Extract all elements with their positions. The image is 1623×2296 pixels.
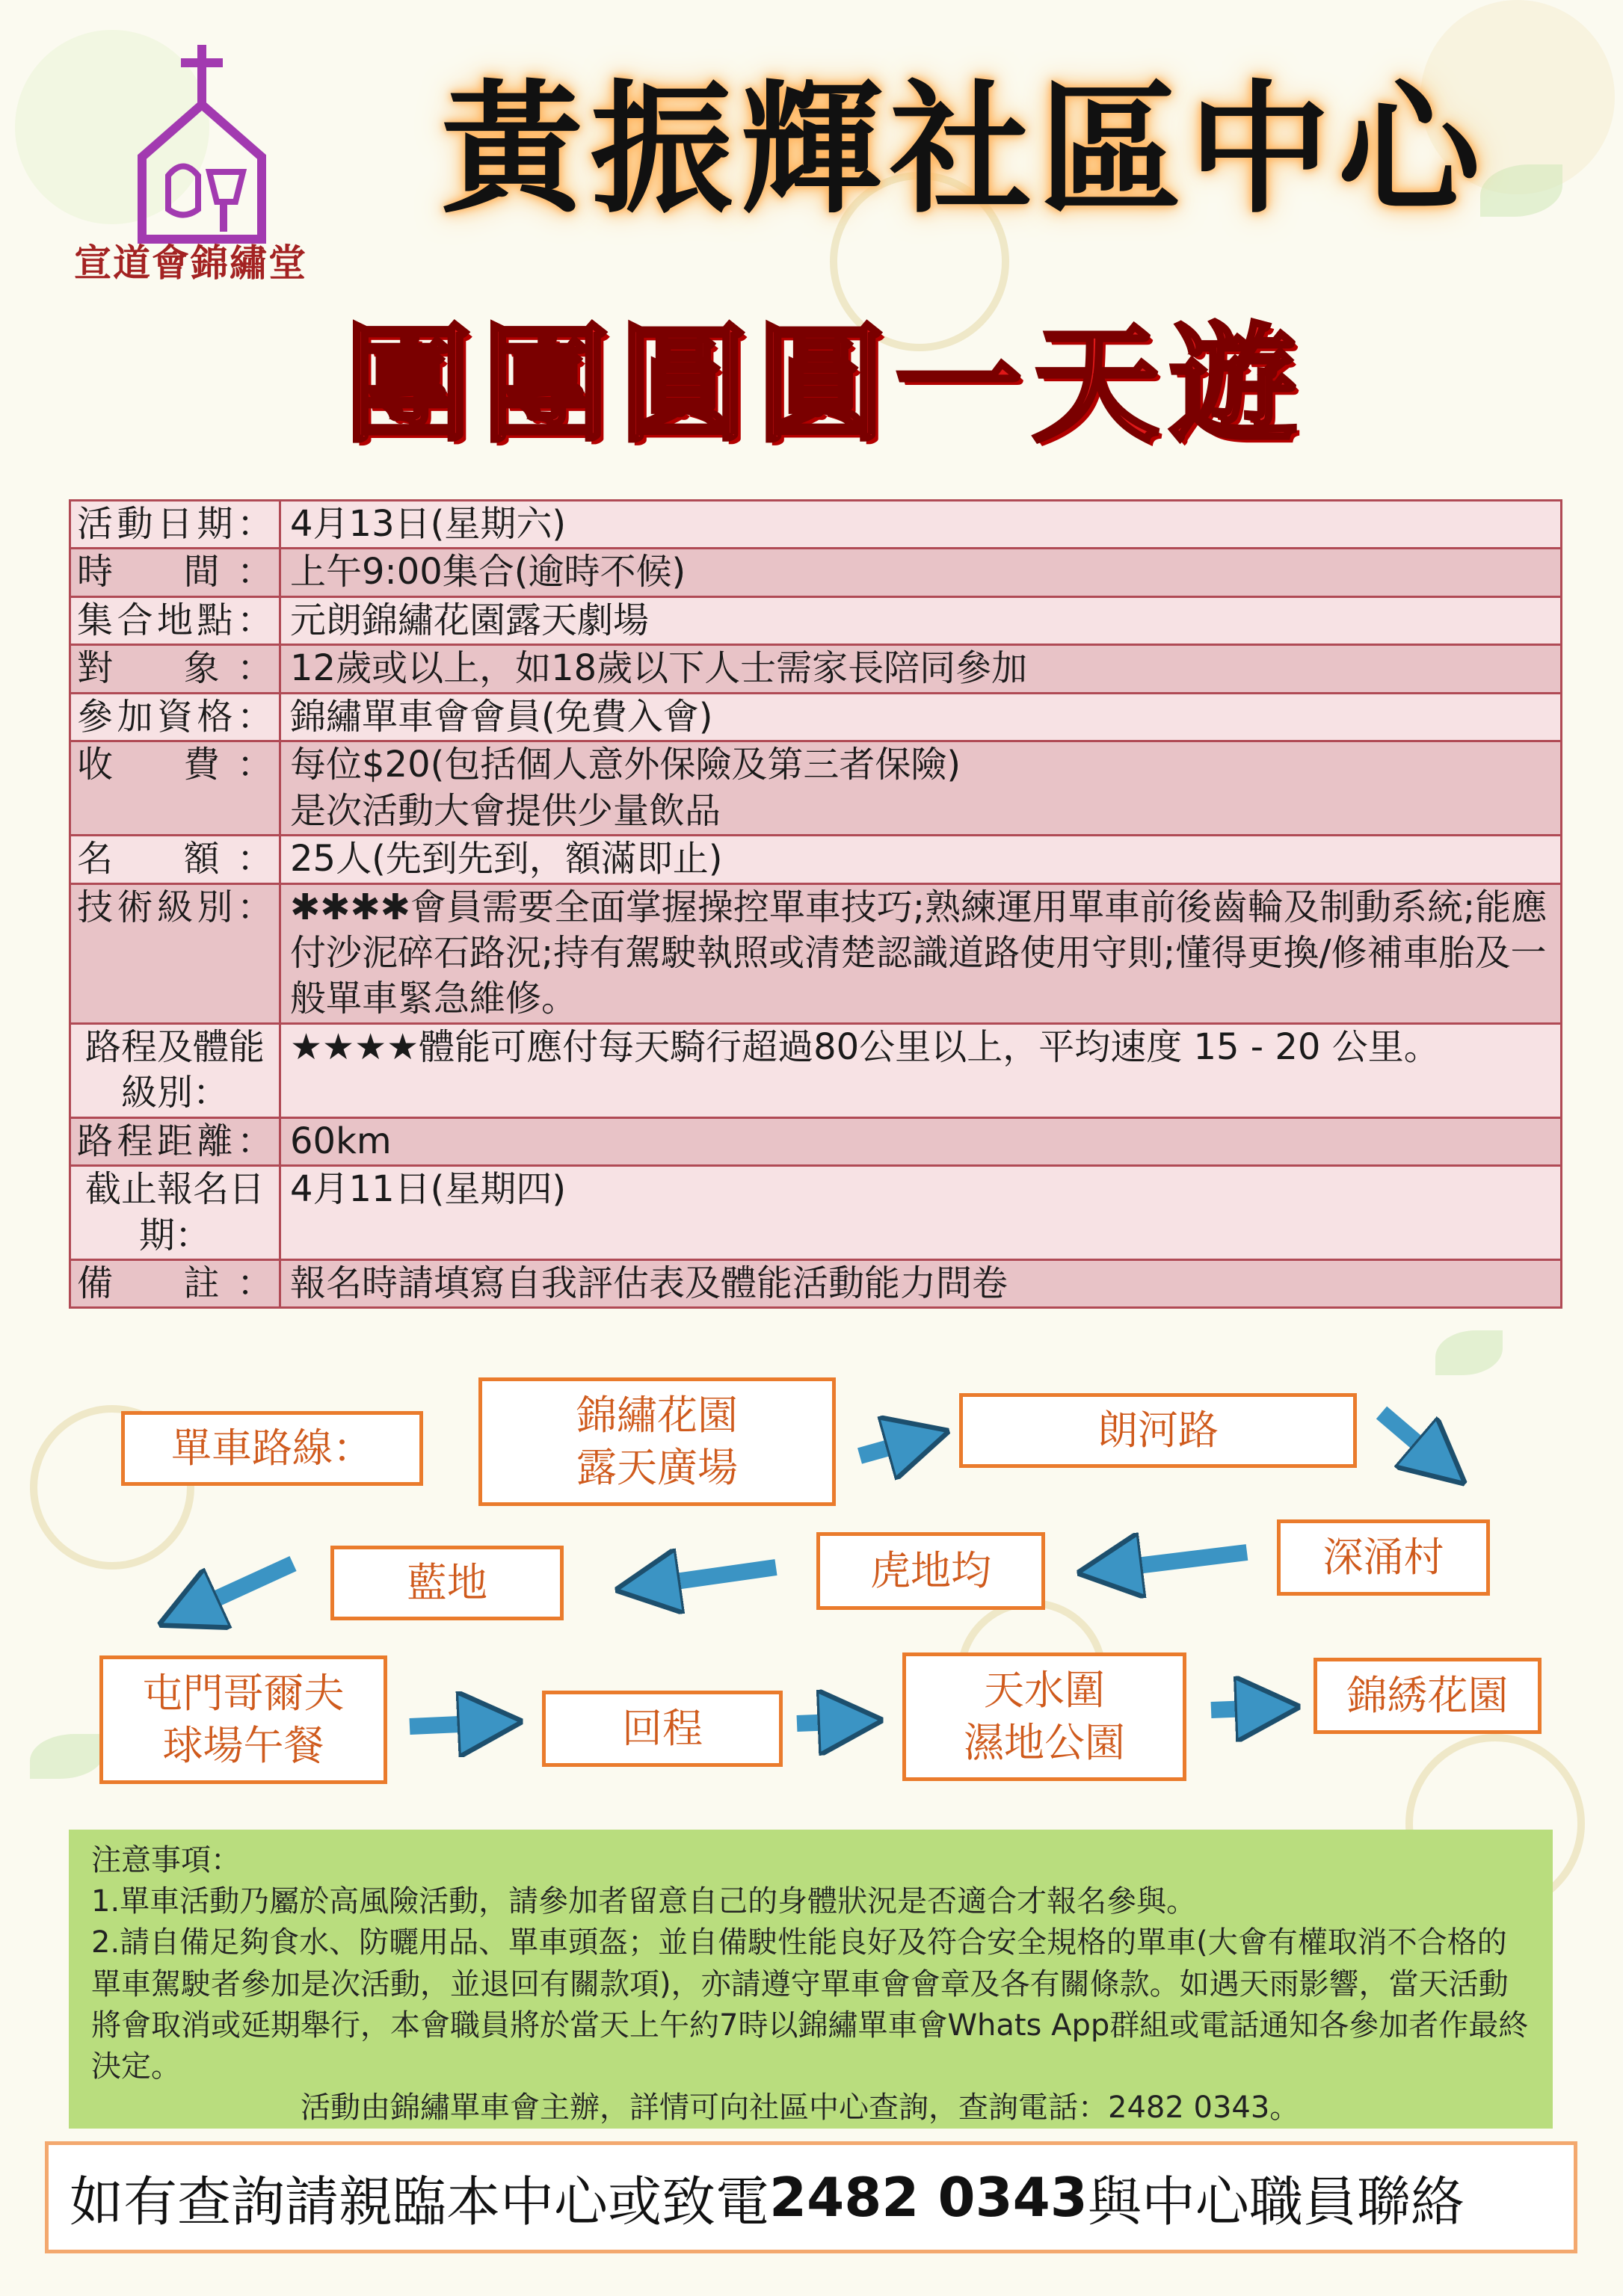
notes-heading: 注意事項： <box>91 1843 241 1877</box>
row-value: 報名時請填寫自我評估表及體能活動能力問卷 <box>280 1260 1562 1308</box>
route-stop: 藍地 <box>330 1546 564 1620</box>
row-value: 60km <box>280 1117 1562 1165</box>
contact-banner <box>45 2141 1577 2253</box>
contact-phone: 2482 0343 <box>769 2166 1088 2229</box>
notes-panel <box>69 1830 1553 2129</box>
route-stop: 天水圍 濕地公園 <box>902 1652 1186 1781</box>
row-label: 時 間： <box>70 549 280 596</box>
notes-item: 1.單車活動乃屬於高風險活動，請參加者留意自己的身體狀況是否適合才報名參與。 <box>91 1884 1197 1919</box>
row-label: 名 額： <box>70 836 280 883</box>
row-label: 對 象： <box>70 645 280 693</box>
route-stop: 深涌村 <box>1277 1519 1490 1596</box>
contact-suffix: 與中心職員聯絡 <box>1087 2170 1465 2233</box>
row-value: 元朗錦繡花園露天劇場 <box>280 596 1562 644</box>
row-label: 集合地點： <box>70 596 280 644</box>
route-stop: 錦綉花園 <box>1314 1658 1542 1734</box>
route-stop: 朗河路 <box>959 1393 1357 1468</box>
route-stop: 回程 <box>542 1691 783 1767</box>
route-stop: 屯門哥爾夫 球場午餐 <box>99 1655 387 1784</box>
row-value: 每位$20(包括個人意外保險及第三者保險) 是次活動大會提供少量飲品 <box>280 741 1562 836</box>
arrow-icon <box>1382 1413 1443 1465</box>
arrow-icon <box>644 1567 776 1586</box>
row-label: 技術級別： <box>70 883 280 1023</box>
arrow-icon <box>1211 1708 1271 1710</box>
row-label: 活動日期： <box>70 501 280 549</box>
row-label: 截止報名日期： <box>70 1166 280 1260</box>
arrow-icon <box>1106 1552 1247 1570</box>
row-value: ✱✱✱✱會員需要全面掌握操控單車技巧;熟練運用單車前後齒輪及制動系統;能應付沙泥碎石路況;持有駕駛執照或清楚認識道路使用守則;懂得更換/修補車胎及一般單車緊急維修。 <box>280 883 1562 1023</box>
arrow-icon <box>410 1723 493 1726</box>
row-value: 25人(先到先到，額滿即止) <box>280 836 1562 883</box>
arrow-icon <box>860 1439 921 1456</box>
row-value: 12歲或以上，如18歲以下人士需家長陪同參加 <box>280 645 1562 693</box>
row-label: 備 註： <box>70 1260 280 1308</box>
row-value: 上午9:00集合(逾時不候) <box>280 549 1562 596</box>
row-label: 收 費： <box>70 741 280 836</box>
notes-item: 2.請自備足夠食水、防曬用品、單車頭盔；並自備駛性能良好及符合安全規格的單車(大會有權取消不合格的單車駕駛者參加是次活動，並退回有關款項)，亦請遵守單車會會章及各有關條款。如遇天雨影響，當天活動將會取消或延期舉行，本會職員將於當天上午約7時以錦繡單車會Whats App群組或電話通知各參加者作最終決定。 <box>91 1925 1529 2084</box>
row-value: 4月11日(星期四) <box>280 1166 1562 1260</box>
center-title: 黃振輝社區中心 <box>440 66 1488 232</box>
route-stop: 虎地均 <box>816 1532 1045 1610</box>
arrow-icon <box>797 1721 854 1723</box>
row-value: 4月13日(星期六) <box>280 501 1562 549</box>
row-value: 錦繡單車會會員(免費入會) <box>280 693 1562 741</box>
row-label: 路程距離： <box>70 1117 280 1165</box>
logo-text: 宣道會錦繡堂 <box>74 241 307 285</box>
notes-organizer: 活動由錦繡單車會主辦，詳情可向社區中心查詢，查詢電話：2482 0343。 <box>301 2090 1300 2126</box>
row-label: 路程及體能級別： <box>70 1023 280 1117</box>
event-title: 團團圓圓一天遊 <box>344 310 1308 460</box>
row-label: 參加資格： <box>70 693 280 741</box>
route-title: 單車路線： <box>121 1411 423 1486</box>
row-value: ★★★★體能可應付每天騎行超過80公里以上，平均速度 15 - 20 公里。 <box>280 1023 1562 1117</box>
contact-prefix: 如有查詢請親臨本中心或致電 <box>70 2170 770 2233</box>
arrow-icon <box>185 1564 293 1613</box>
route-stop: 錦繡花園 露天廣場 <box>478 1377 836 1506</box>
